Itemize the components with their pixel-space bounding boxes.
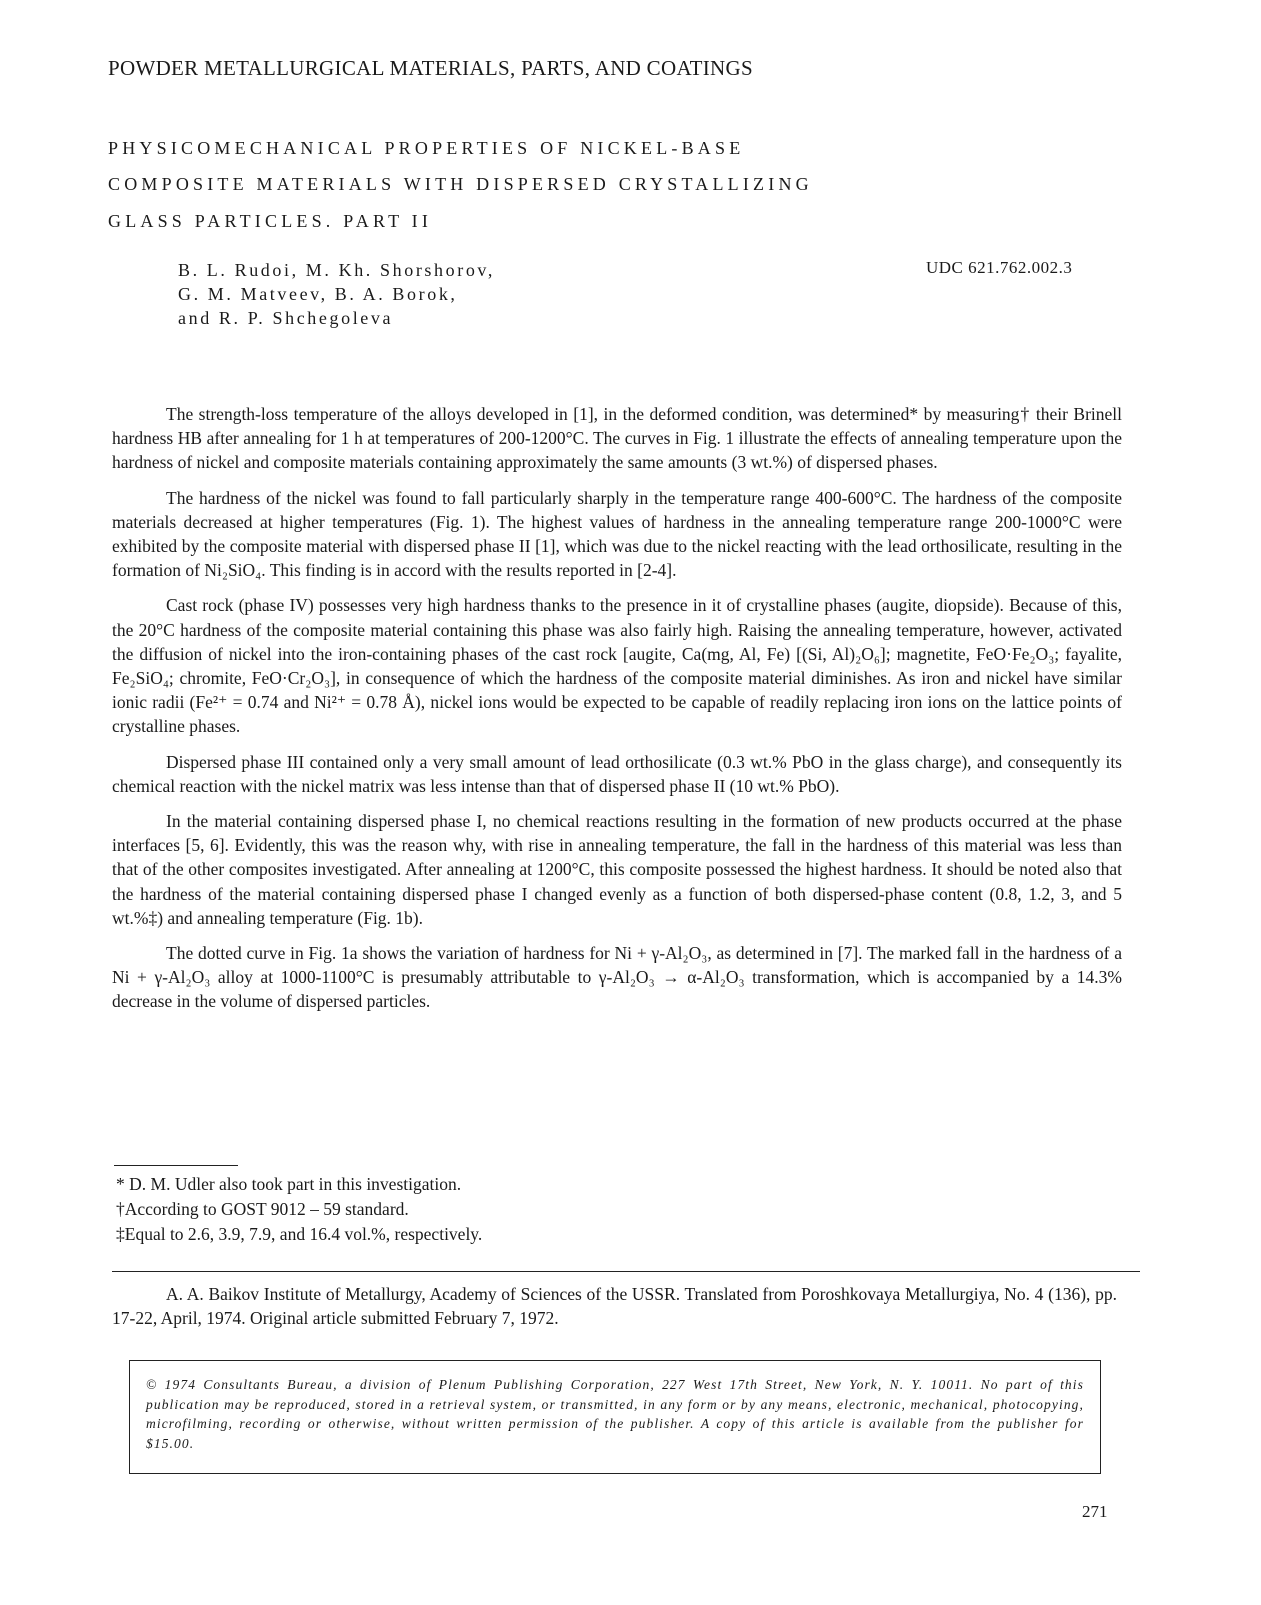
copyright-box	[129, 1360, 1101, 1474]
affiliation-divider	[112, 1271, 1140, 1272]
article-title-line-3: GLASS PARTICLES. PART II	[108, 211, 433, 231]
page-number: 271	[1082, 1502, 1108, 1521]
footnote: †According to GOST 9012 – 59 standard.	[116, 1199, 409, 1219]
body-paragraph: Cast rock (phase IV) possesses very high hardness thanks to the presence in it of crystalline phases (augite, diopside). Because of this, the 20°C hardness of the composite material containing this phase was also fairly high. Raising the annealing temperature, however, activated the diffusion of nickel into the iron-containing phases of the cast rock [augite, Ca(mg, Al, Fe) [(Si, Al)₂O₆]; magnetite, FeO·Fe₂O₃; fayalite, Fe₂SiO₄; chromite, FeO·Cr₂O₃], in consequence of which the hardness of the composite material diminishes. As iron and nickel have similar ionic radii (Fe²⁺ = 0.74 and Ni²⁺ = 0.78 Å), nickel ions would be expected to be capable of readily replacing iron ions on the lattice points of crystalline phases.	[112, 595, 1122, 737]
body-paragraph: In the material containing dispersed phase I, no chemical reactions resulting in the formation of new products occurred at the phase interfaces [5, 6]. Evidently, this was the reason why, with rise in annealing temperature, the fall in the hardness of this material was less than that of the other composites investigated. After annealing at 1200°C, this composite possessed the highest hardness. It should be noted also that the hardness of the material containing dispersed phase I changed evenly as a function of both dispersed-phase content (0.8, 1.2, 3, and 5 wt.%‡) and annealing temperature (Fig. 1b).	[112, 811, 1122, 928]
affiliation-block	[112, 1282, 1117, 1330]
footnote: * D. M. Udler also took part in this investigation.	[116, 1174, 462, 1194]
author-line: G. M. Matveev, B. A. Borok,	[178, 284, 458, 304]
author-line: and R. P. Shchegoleva	[178, 308, 394, 328]
author-line: B. L. Rudoi, M. Kh. Shorshorov,	[178, 260, 495, 280]
author-list	[178, 258, 495, 330]
footnote: ‡Equal to 2.6, 3.9, 7.9, and 16.4 vol.%, respectively.	[116, 1224, 483, 1244]
article-title-line-1: PHYSICOMECHANICAL PROPERTIES OF NICKEL-BASE	[108, 138, 745, 158]
body-paragraph: The dotted curve in Fig. 1a shows the variation of hardness for Ni + γ-Al₂O₃, as determined in [7]. The marked fall in the hardness of a Ni + γ-Al₂O₃ alloy at 1000-1100°C is presumably attributable to γ-Al₂O₃ → α-Al₂O₃ transformation, which is accompanied by a 14.3% decrease in the volume of dispersed particles.	[112, 943, 1122, 1012]
footnote-divider	[114, 1165, 238, 1166]
footnotes	[116, 1172, 482, 1247]
copyright-notice: © 1974 Consultants Bureau, a division of Plenum Publishing Corporation, 227 West 17th Street, New York, N. Y. 10011. No part of this publication may be reproduced, stored in a retrieval system, or transmitted, in any form or by any means, electronic, mechanical, photocopying, microfilming, recording or otherwise, without written permission of the publisher. A copy of this article is available from the publisher for $15.00.	[146, 1377, 1084, 1451]
body-paragraph: Dispersed phase III contained only a very small amount of lead orthosilicate (0.3 wt.% PbO in the glass charge), and consequently its chemical reaction with the nickel matrix was less intense than that of dispersed phase II (10 wt.% PbO).	[112, 751, 1122, 796]
body-paragraph: The strength-loss temperature of the alloys developed in [1], in the deformed condition, was determined* by measuring† their Brinell hardness HB after annealing for 1 h at temperatures of 200-1200°C. The curves in Fig. 1 illustrate the effects of annealing temperature upon the hardness of nickel and composite materials containing approximately the same amounts (3 wt.%) of dispersed phases.	[112, 404, 1122, 473]
section-title: POWDER METALLURGICAL MATERIALS, PARTS, AND COATINGS	[108, 56, 753, 80]
article-title-line-2: COMPOSITE MATERIALS WITH DISPERSED CRYSTALLIZING	[108, 174, 813, 194]
article-body	[112, 402, 1122, 1025]
body-paragraph: The hardness of the nickel was found to fall particularly sharply in the temperature range 400-600°C. The hardness of the composite materials decreased at higher temperatures (Fig. 1). The highest values of hardness in the annealing temperature range 200-1000°C were exhibited by the composite material with dispersed phase II [1], which was due to the nickel reacting with the lead orthosilicate, resulting in the formation of Ni₂SiO₄. This finding is in accord with the results reported in [2-4].	[112, 487, 1122, 581]
udc-code: UDC 621.762.002.3	[926, 258, 1073, 277]
affiliation-text: A. A. Baikov Institute of Metallurgy, Academy of Sciences of the USSR. Translated from Poroshkovaya Metallurgiya, No. 4 (136), pp. 17-22, April, 1974. Original article submitted February 7, 1972.	[112, 1284, 1117, 1328]
